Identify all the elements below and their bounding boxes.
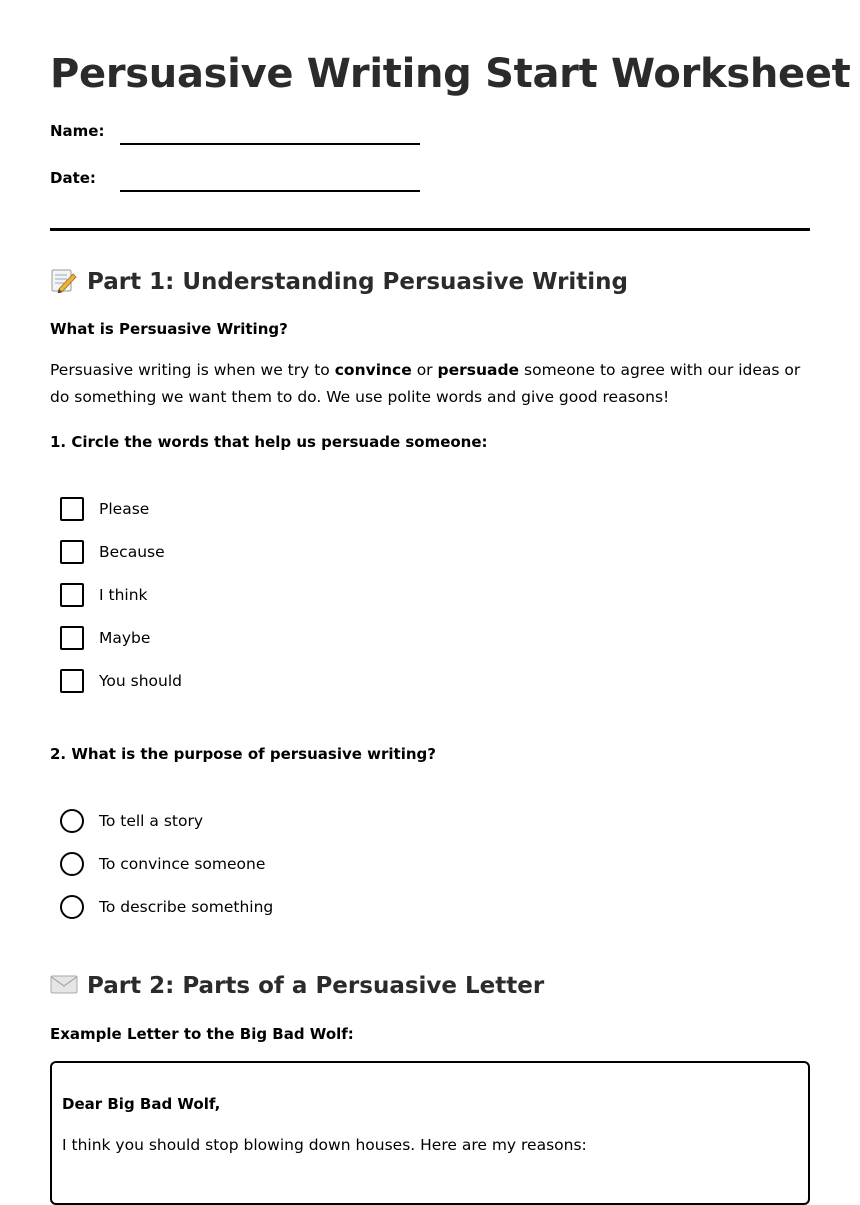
- definition-paragraph: [50, 357, 810, 411]
- checkbox[interactable]: [60, 583, 84, 607]
- memo-icon: [50, 267, 78, 293]
- part1-heading: [50, 267, 628, 297]
- option-label: Please: [99, 500, 150, 518]
- radio[interactable]: [60, 852, 84, 876]
- q2-option[interactable]: [60, 895, 273, 919]
- option-label: Maybe: [99, 629, 151, 647]
- question-1: 1. Circle the words that help us persuade someone:: [50, 433, 488, 451]
- para-text-2: or: [411, 361, 438, 379]
- page-title: Persuasive Writing Start Worksheet: [50, 51, 851, 97]
- part2-heading-text: Part 2: Parts of a Persuasive Letter: [87, 973, 545, 999]
- date-label: Date:: [50, 169, 96, 187]
- checkbox[interactable]: [60, 669, 84, 693]
- q1-option[interactable]: [60, 669, 182, 693]
- para-text-1: Persuasive writing is when we try to: [50, 361, 335, 379]
- checkbox[interactable]: [60, 497, 84, 521]
- example-letter-box: [50, 1061, 810, 1205]
- option-label: You should: [99, 672, 182, 690]
- para-bold-convince: convince: [334, 361, 412, 379]
- letter-greeting: Dear Big Bad Wolf,: [62, 1095, 221, 1113]
- radio[interactable]: [60, 895, 84, 919]
- part2-heading: [50, 971, 544, 1001]
- q1-option[interactable]: [60, 497, 149, 521]
- q2-option[interactable]: [60, 852, 265, 876]
- name-label: Name:: [50, 122, 105, 140]
- para-text-3: someone to agree with our ideas or do something we want them to do. We use polite words and give good reasons!: [50, 361, 801, 406]
- part1-subheading: What is Persuasive Writing?: [50, 320, 288, 338]
- option-label: I think: [99, 586, 148, 604]
- option-label: Because: [99, 543, 165, 561]
- checkbox[interactable]: [60, 540, 84, 564]
- option-label: To describe something: [99, 898, 274, 916]
- section-divider: [50, 228, 810, 231]
- letter-body-line: I think you should stop blowing down houses. Here are my reasons:: [62, 1136, 587, 1154]
- date-field[interactable]: [120, 190, 420, 192]
- para-bold-persuade: persuade: [437, 361, 520, 379]
- option-label: To convince someone: [99, 855, 266, 873]
- q2-option[interactable]: [60, 809, 203, 833]
- q1-option[interactable]: [60, 626, 150, 650]
- part1-heading-text: Part 1: Understanding Persuasive Writing: [87, 269, 629, 295]
- radio[interactable]: [60, 809, 84, 833]
- question-2: 2. What is the purpose of persuasive writing?: [50, 745, 436, 763]
- name-field[interactable]: [120, 143, 420, 145]
- option-label: To tell a story: [99, 812, 204, 830]
- example-letter-label: Example Letter to the Big Bad Wolf:: [50, 1025, 354, 1043]
- checkbox[interactable]: [60, 626, 84, 650]
- envelope-icon: [50, 971, 78, 997]
- q1-option[interactable]: [60, 583, 148, 607]
- q1-option[interactable]: [60, 540, 165, 564]
